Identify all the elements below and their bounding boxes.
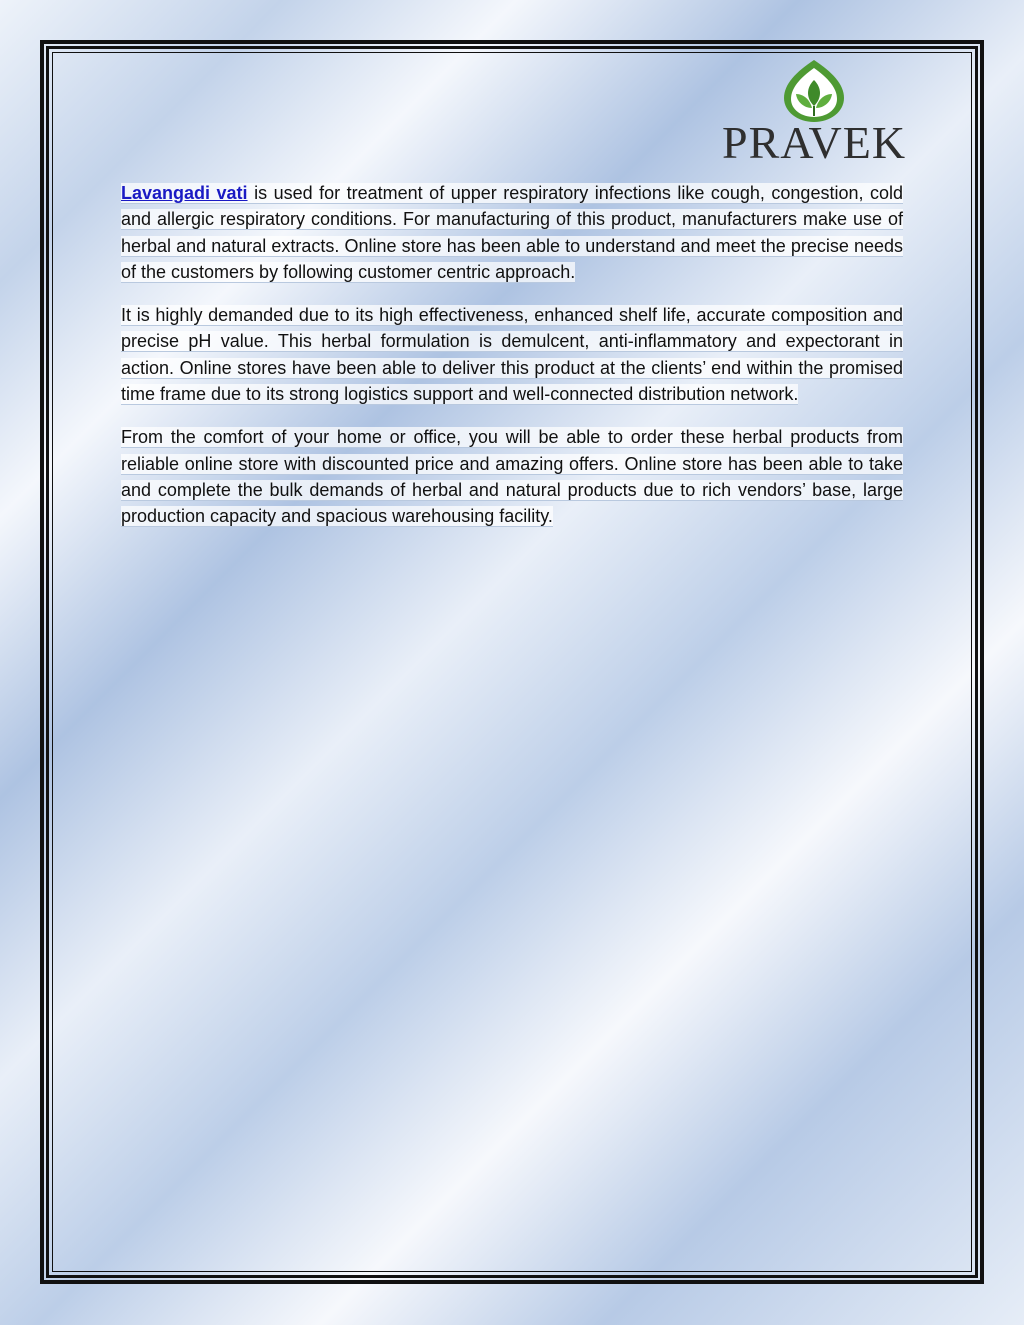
paragraph-1 — [121, 180, 903, 285]
document-body — [121, 180, 903, 547]
paragraph-2 — [121, 302, 903, 407]
paragraph-1-text: is used for treatment of upper respiratory infections like cough, congestion, cold and allergic respiratory conditions. For manufacturing of this product, manufacturers make use of herbal and natural extracts. Online store has been able to understand and meet the precise needs of the customers by following customer centric approach. — [121, 183, 904, 282]
leaf-icon — [722, 58, 906, 124]
paragraph-2-text: It is highly demanded due to its high effectiveness, enhanced shelf life, accurate composition and precise pH value. This herbal formulation is demulcent, anti-inflammatory and expectorant in action. Online stores have been able to deliver this product at the clients’ end within the promised time frame due to its strong logistics support and well-connected distribution network. — [121, 305, 903, 405]
pravek-logo — [722, 58, 906, 168]
lavangadi-vati-link[interactable]: Lavangadi vati — [121, 183, 248, 203]
paragraph-3 — [121, 424, 903, 529]
logo-wordmark: PRAVEK — [722, 117, 907, 168]
paragraph-3-text: From the comfort of your home or office, you will be able to order these herbal products from reliable online store with discounted price and amazing offers. Online store has been able to take and complete the bulk demands of herbal and natural products due to rich vendors’ base, large production capacity and spacious warehousing facility. — [121, 427, 903, 527]
